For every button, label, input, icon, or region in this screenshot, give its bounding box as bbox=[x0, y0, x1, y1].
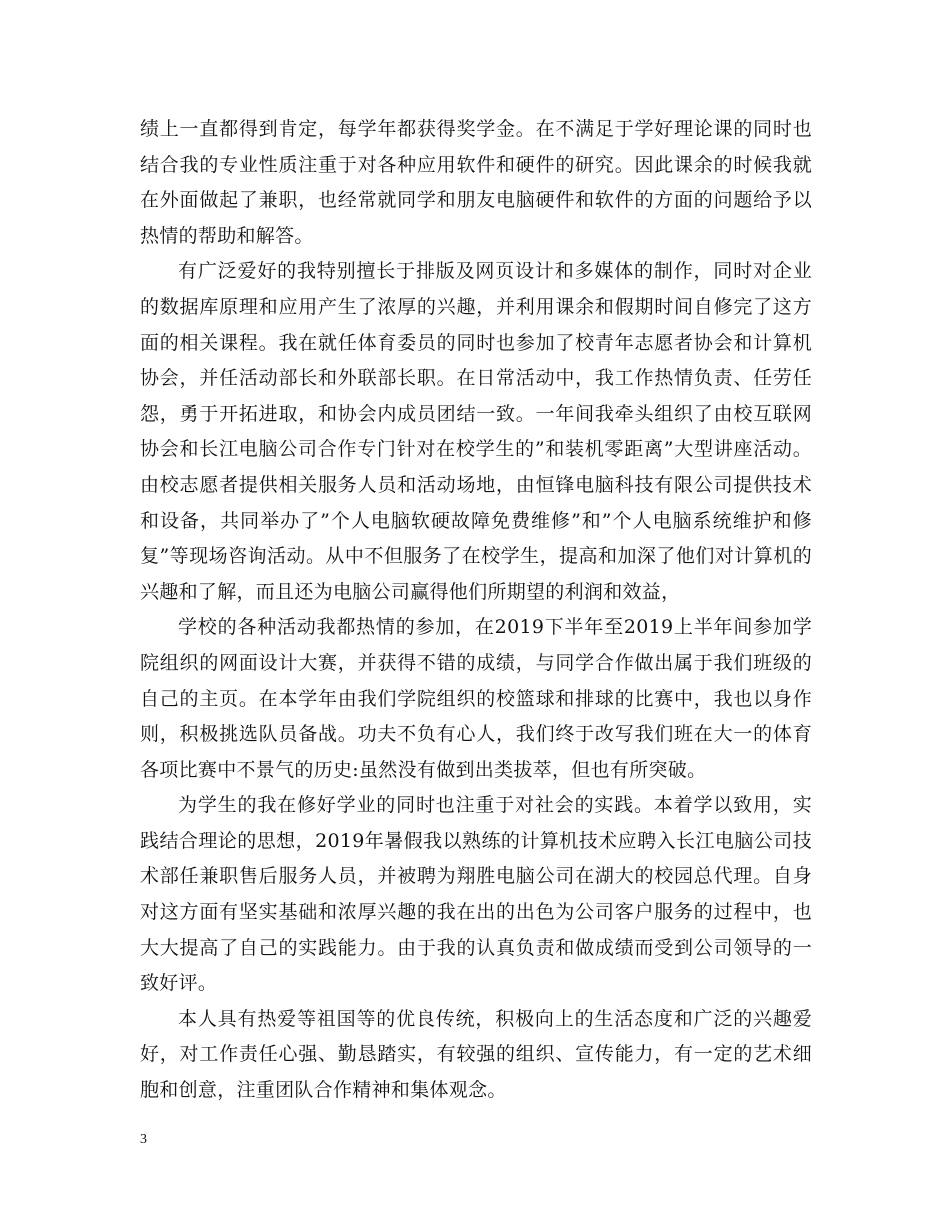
paragraph-2: 有广泛爱好的我特别擅长于排版及网页设计和多媒体的制作，同时对企业的数据库原理和应用产生了浓厚的兴趣，并利用课余和假期时间自修完了这方面的相关课程。我在就任体育委员的同时也参加了校青年志愿者协会和计算机协会，并任活动部长和外联部长职。在日常活动中，我工作热情负责、任劳任怨，勇于开拓进取，和协会内成员团结一致。一年间我牵头组织了由校互联网协会和长江电脑公司合作专门针对在校学生的”和装机零距离”大型讲座活动。由校志愿者提供相关服务人员和活动场地，由恒锋电脑科技有限公司提供技术和设备，共同举办了”个人电脑软硬故障免费维修”和”个人电脑系统维护和修复”等现场咨询活动。从中不但服务了在校学生，提高和加深了他们对计算机的兴趣和了解，而且还为电脑公司赢得他们所期望的利润和效益， bbox=[140, 260, 812, 603]
page-number: 3 bbox=[140, 1132, 147, 1147]
paragraph-3: 学校的各种活动我都热情的参加，在2019下半年至2019上半年间参加学院组织的网面设计大赛，并获得不错的成绩，与同学合作做出属于我们班级的自己的主页。在本学年由我们学院组织的校篮球和排球的比赛中，我也以身作则，积极挑选队员备战。功夫不负有心人，我们终于改写我们班在大一的体育各项比赛中不景气的历史:虽然没有做到出类拔萃，但也有所突破。 bbox=[140, 616, 812, 781]
paragraph-4: 为学生的我在修好学业的同时也注重于对社会的实践。本着学以致用，实践结合理论的思想，2019年暑假我以熟练的计算机技术应聘入长江电脑公司技术部任兼职售后服务人员，并被聘为翔胜电脑公司在湖大的校园总代理。自身对这方面有坚实基础和浓厚兴趣的我在出的出色为公司客户服务的过程中，也大大提高了自己的实践能力。由于我的认真负责和做成绩而受到公司领导的一致好评。 bbox=[140, 794, 812, 995]
paragraph-5: 本人具有热爱等祖国等的优良传统，积极向上的生活态度和广泛的兴趣爱好，对工作责任心强、勤恳踏实，有较强的组织、宣传能力，有一定的艺术细胞和创意，注重团队合作精神和集体观念。 bbox=[140, 1007, 812, 1102]
paragraph-1: 绩上一直都得到肯定，每学年都获得奖学金。在不满足于学好理论课的同时也结合我的专业性质注重于对各种应用软件和硬件的研究。因此课余的时候我就在外面做起了兼职，也经常就同学和朋友电脑硬件和软件的方面的问题给予以热情的帮助和解答。 bbox=[140, 118, 812, 247]
body-text bbox=[140, 112, 812, 1109]
